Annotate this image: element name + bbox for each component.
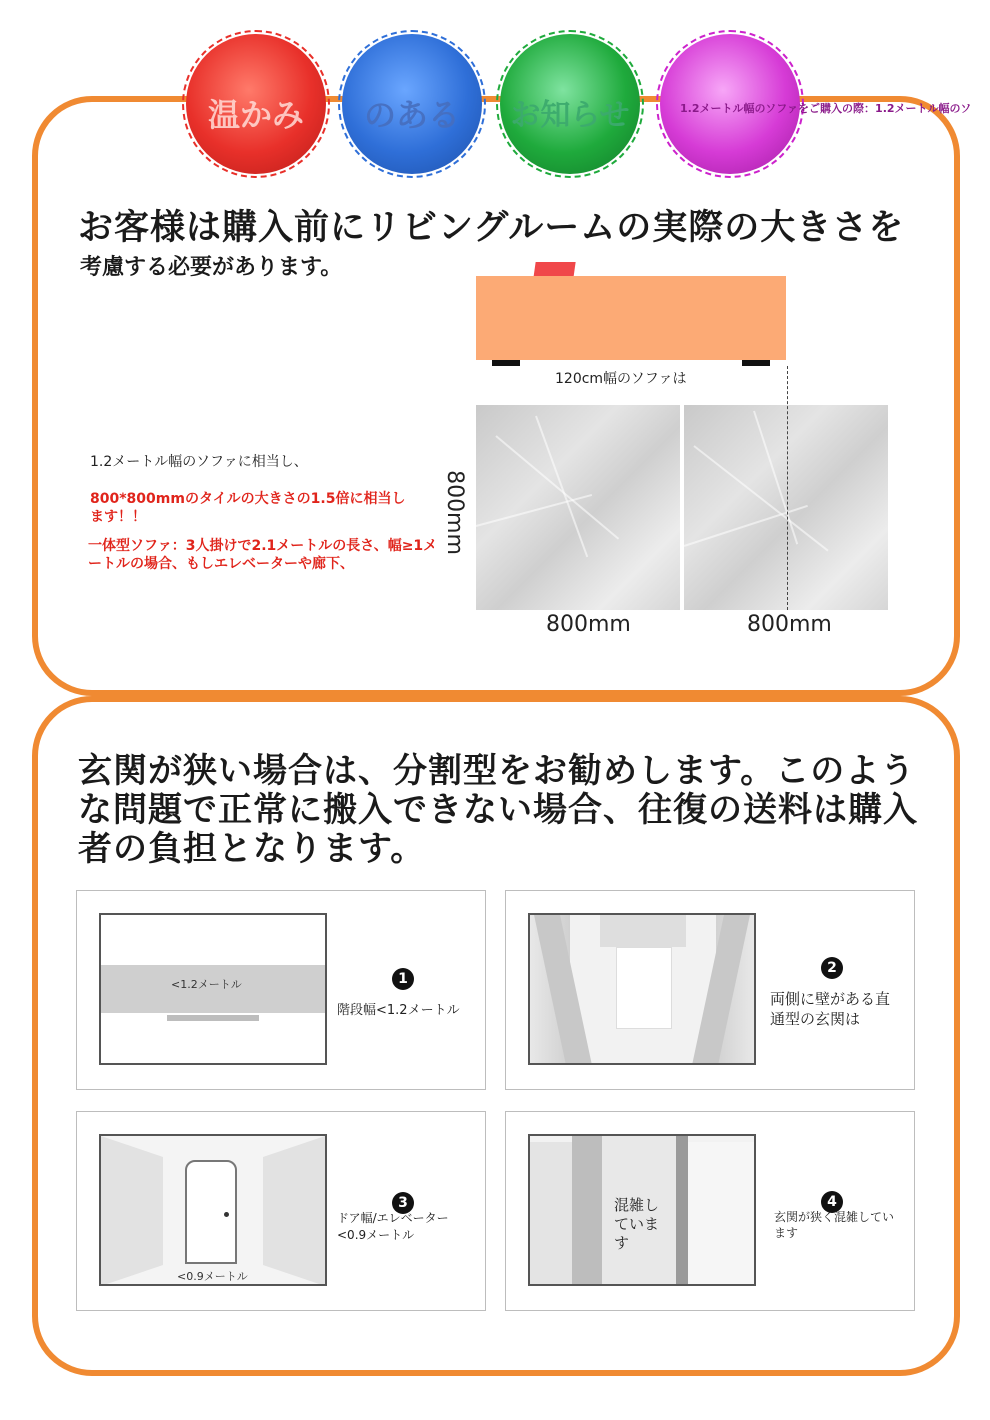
tile-width-label-2: 800mm <box>747 612 832 637</box>
card-stairs <box>76 890 486 1090</box>
section2-title: 玄関が狭い場合は、分割型をお勧めします。このような問題で正常に搬入できない場合、往復の送料は購入者の負担となります。 <box>78 751 918 869</box>
crowded-label: 混雑しています <box>614 1196 660 1252</box>
card-number-3: 3 <box>392 1192 414 1214</box>
card-door <box>76 1111 486 1311</box>
card-label-stairs: 階段幅<1.2メートル <box>337 1003 460 1018</box>
tile-left <box>476 405 680 610</box>
sofa-caption: 120cm幅のソファは <box>555 371 687 387</box>
badge-with-text: のある <box>363 96 460 134</box>
stairs-illustration <box>99 913 327 1065</box>
badge-notice <box>500 34 640 174</box>
tile-right <box>684 405 888 610</box>
corridor-illustration <box>528 913 756 1065</box>
door-illustration <box>99 1134 327 1286</box>
card-corridor <box>505 890 915 1090</box>
door-width-label: <0.9メートル <box>177 1270 248 1283</box>
card-label-door: ドア幅/エレベーター<0.9メートル <box>337 1211 449 1242</box>
door-icon <box>185 1160 237 1264</box>
tile-width-label-1: 800mm <box>546 612 631 637</box>
card-number-1: 1 <box>392 968 414 990</box>
card-label-corridor: 両側に壁がある直通型の玄関は <box>770 990 891 1028</box>
card-number-4: 4 <box>821 1191 843 1213</box>
badge-warm-text: 温かみ <box>207 96 304 134</box>
sofa-leg-right <box>742 360 770 366</box>
note-one-piece-sofa: 一体型ソファ：3人掛けで2.1メートルの長さ、幅≥1メートルの場合、もしエレベーターや廊下、 <box>88 538 438 572</box>
sofa-width-guide-line <box>787 366 788 610</box>
note-equivalent: 1.2メートル幅のソファに相当し、 <box>90 454 308 470</box>
badge-notice-text: お知らせ <box>510 98 630 133</box>
badge-sofa-note-text: 1.2メートル幅のソファをご購入の際：1.2メートル幅のソ <box>680 102 972 115</box>
stairs-width-label: <1.2メートル <box>171 978 242 991</box>
sofa-illustration <box>476 258 788 368</box>
sofa-leg-left <box>492 360 520 366</box>
section1-title-line2: 考慮する必要があります。 <box>80 255 343 280</box>
crowded-illustration <box>528 1134 756 1286</box>
sofa-body <box>476 276 786 360</box>
card-number-2: 2 <box>821 957 843 979</box>
badge-warm <box>186 34 326 174</box>
tile-height-label: 800mm <box>441 470 467 555</box>
badge-with <box>342 34 482 174</box>
card-crowded <box>505 1111 915 1311</box>
card-label-crowded: 玄関が狭く混雑しています <box>774 1210 895 1240</box>
note-tile-ratio: 800*800mmのタイルの大きさの1.5倍に相当します！！ <box>90 491 406 525</box>
section1-title-line1: お客様は購入前にリビングルームの実際の大きさを <box>78 208 905 248</box>
